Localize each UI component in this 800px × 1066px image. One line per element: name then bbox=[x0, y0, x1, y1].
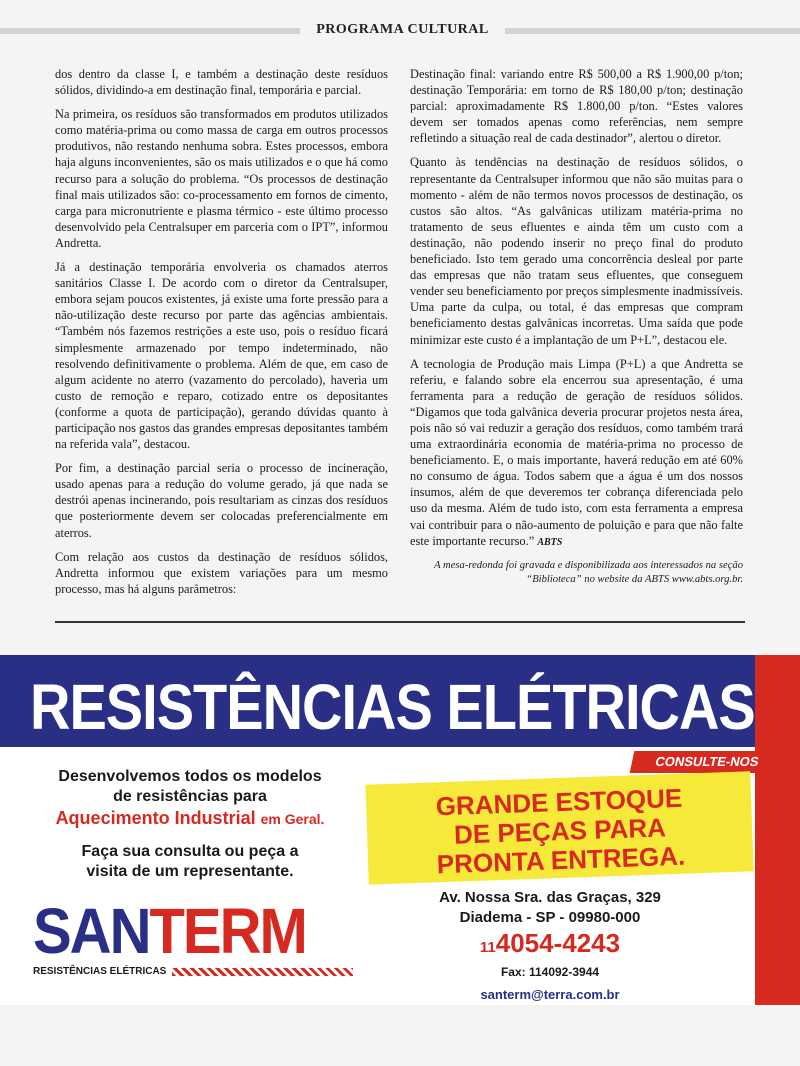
email-address: santerm@terra.com.br bbox=[480, 987, 620, 1002]
ad-headline: RESISTÊNCIAS ELÉTRICAS bbox=[30, 670, 755, 743]
abts-signature: ABTS bbox=[537, 536, 563, 548]
paragraph: Destinação final: variando entre R$ 500,00 a R$ 1.900,00 p/ton; destinação Temporária: em torno de R$ 180,00 p/ton; destinação parcial: aproximadamente R$ 1.800,00 p/ton. “Estes valores devem ser tomados apenas como referências, nem sempre refletindo a situação real de cada destinador”, alertou o diretor. bbox=[410, 67, 743, 146]
article-column-right bbox=[410, 66, 743, 596]
phone-area-code: 11 bbox=[479, 939, 496, 956]
logo-san: SAN bbox=[33, 895, 150, 968]
contact-info bbox=[380, 888, 720, 1005]
phone-number bbox=[380, 928, 720, 963]
logo-tagline-row bbox=[33, 966, 353, 977]
section-title: PROGRAMA CULTURAL bbox=[316, 22, 489, 37]
ad-intro-line: Desenvolvemos todos os modelos bbox=[58, 768, 322, 785]
photo-caption: A mesa-redonda foi gravada e disponibilizada aos interessados na seção “Biblioteca” no website da ABTS www.abts.org.br. bbox=[434, 559, 743, 586]
logo-term: TERM bbox=[149, 895, 306, 968]
address-line: Diadema - SP - 09980-000 bbox=[459, 909, 641, 926]
stock-line: GRANDE ESTOQUE bbox=[435, 782, 683, 822]
article-column-left bbox=[55, 66, 388, 605]
header-rule-left bbox=[0, 28, 300, 34]
ad-red-stripe bbox=[755, 655, 800, 1005]
fax-label: Fax: bbox=[500, 965, 526, 979]
header-rule-right bbox=[505, 28, 800, 34]
address-line: Av. Nossa Sra. das Graças, 329 bbox=[439, 889, 661, 906]
fax-digits: 4092-3944 bbox=[541, 965, 600, 979]
stock-line: DE PEÇAS PARA bbox=[453, 812, 667, 850]
paragraph: Por fim, a destinação parcial seria o processo de incineração, usado apenas para a redução do volume gerado, já que nada se destrói apenas incinerando, pois resultariam as cinzas dos resíduos que posteriormente devem ser colocadas preferencialmente em aterros. bbox=[55, 461, 388, 540]
ad-intro-highlight-suffix: em Geral. bbox=[260, 811, 325, 827]
logo-wordmark bbox=[33, 895, 353, 968]
santerm-logo bbox=[33, 895, 353, 977]
ad-intro-highlight-text: Aquecimento Industrial bbox=[55, 808, 256, 828]
advertisement bbox=[0, 655, 800, 1005]
fax-number bbox=[380, 963, 720, 981]
consulte-nos-tag: CONSULTE-NOS bbox=[630, 751, 785, 773]
fax-area-code: 11 bbox=[528, 965, 542, 979]
ad-intro bbox=[20, 767, 360, 882]
paragraph: dos dentro da classe I, e também a destinação deste resíduos sólidos, dividindo-a em destinação final, temporária e parcial. bbox=[55, 67, 388, 98]
paragraph: Quanto às tendências na destinação de resíduos sólidos, o representante da Centralsuper informou que não são muitas para o momento - além de não termos novos processos de destinação, os custos são altos. “As galvânicas utilizam matéria-prima no tratamento de seus efluentes e ainda têm um custo com a destinação, não podendo inserir no preço final do produto beneficiado. Isto tem gerado uma concorrência desleal por parte das empresas que não tratam seus efluentes, que conseguem vender seu beneficiamento por preços simplesmente inadmissíveis. Uma parte da culpa, ou total, é das empresas que compram beneficiamento destas galvânicas incorretas. Uma saída que pode minimizar este custo é a implantação de um P+L”, destacou ele. bbox=[410, 155, 743, 347]
paragraph bbox=[410, 356, 743, 551]
phone-digits: 4054-4243 bbox=[495, 928, 621, 958]
paragraph-text: A tecnologia de Produção mais Limpa (P+L) a que Andretta se referiu, e falando sobre ela encerrou sua apresentação, é uma ferramenta para a redução de geração de resíduos sólidos. “Digamos que toda galvânica deveria procurar projetos nesta área, pois não só vai reduzir a geração dos resíduos, como também trará uma extraordinária economia de matéria-prima no processo de beneficiamento. E, o mais importante, haverá redução em até 60% no consumo de água. Todos sabem que a água é um dos nossos insumos, além de que deveremos ter cobrança diferenciada pelo uso da mesma. Além de tudo isto, com esta ferramenta a empresa vai contribuir para o não-aumento de poluição e para que não falte este importante recurso.” bbox=[410, 356, 743, 548]
paragraph: Com relação aos custos da destinação de resíduos sólidos, Andretta informou que existem variações para um mesmo processo, mas há alguns parâmetros: bbox=[55, 549, 388, 596]
resistor-zigzag-icon bbox=[172, 968, 353, 976]
article-bottom-rule bbox=[55, 621, 745, 623]
paragraph: Já a destinação temporária envolveria os chamados aterros sanitários Classe I. De acordo com o diretor da Centralsuper, embora sejam poucos existentes, já existe uma forte pressão para a não-utilização deste recurso por parte das agências ambientais. “Também nós fazemos restrições a este uso, pois o resíduo ficará simplesmente armazenado por tempo indeterminado, não resolvendo definitivamente o problema. Além de que, em caso de algum acidente no aterro (vazamento do percolado), haveria um custo de remoção e reparo, cotizado entre os depositantes (conforme a quota de participação), gerando dúvidas quanto à participação nos gastos das grandes empresas depositantes também na referida vala”, destacou. bbox=[55, 260, 388, 452]
ad-call-line: Faça sua consulta ou peça a bbox=[81, 843, 299, 860]
stock-line: PRONTA ENTREGA. bbox=[436, 840, 686, 880]
paragraph: Na primeira, os resíduos são transformados em produtos utilizados como matéria-prima ou como massa de carga em outros processos produtivos, não restando nenhuma sobra. Estes processos, embora haja alguns inconvenientes, são os mais utilizados e o que há como recurso para a solução do problema. “Os processos de destinação final mais utilizados são: co-processamento em fornos de cimento, carga para micronutriente e plasma térmico - este último processo desenvolvido pela Centralsuper em parceria com o IPT”, informou Andretta. bbox=[55, 107, 388, 250]
ad-call-line: visita de um representante. bbox=[86, 863, 294, 880]
stock-message bbox=[379, 782, 742, 882]
ad-intro-line: de resistências para bbox=[113, 788, 267, 805]
ad-intro-highlight bbox=[20, 807, 360, 830]
logo-tagline: RESISTÊNCIAS ELÉTRICAS bbox=[33, 966, 167, 977]
